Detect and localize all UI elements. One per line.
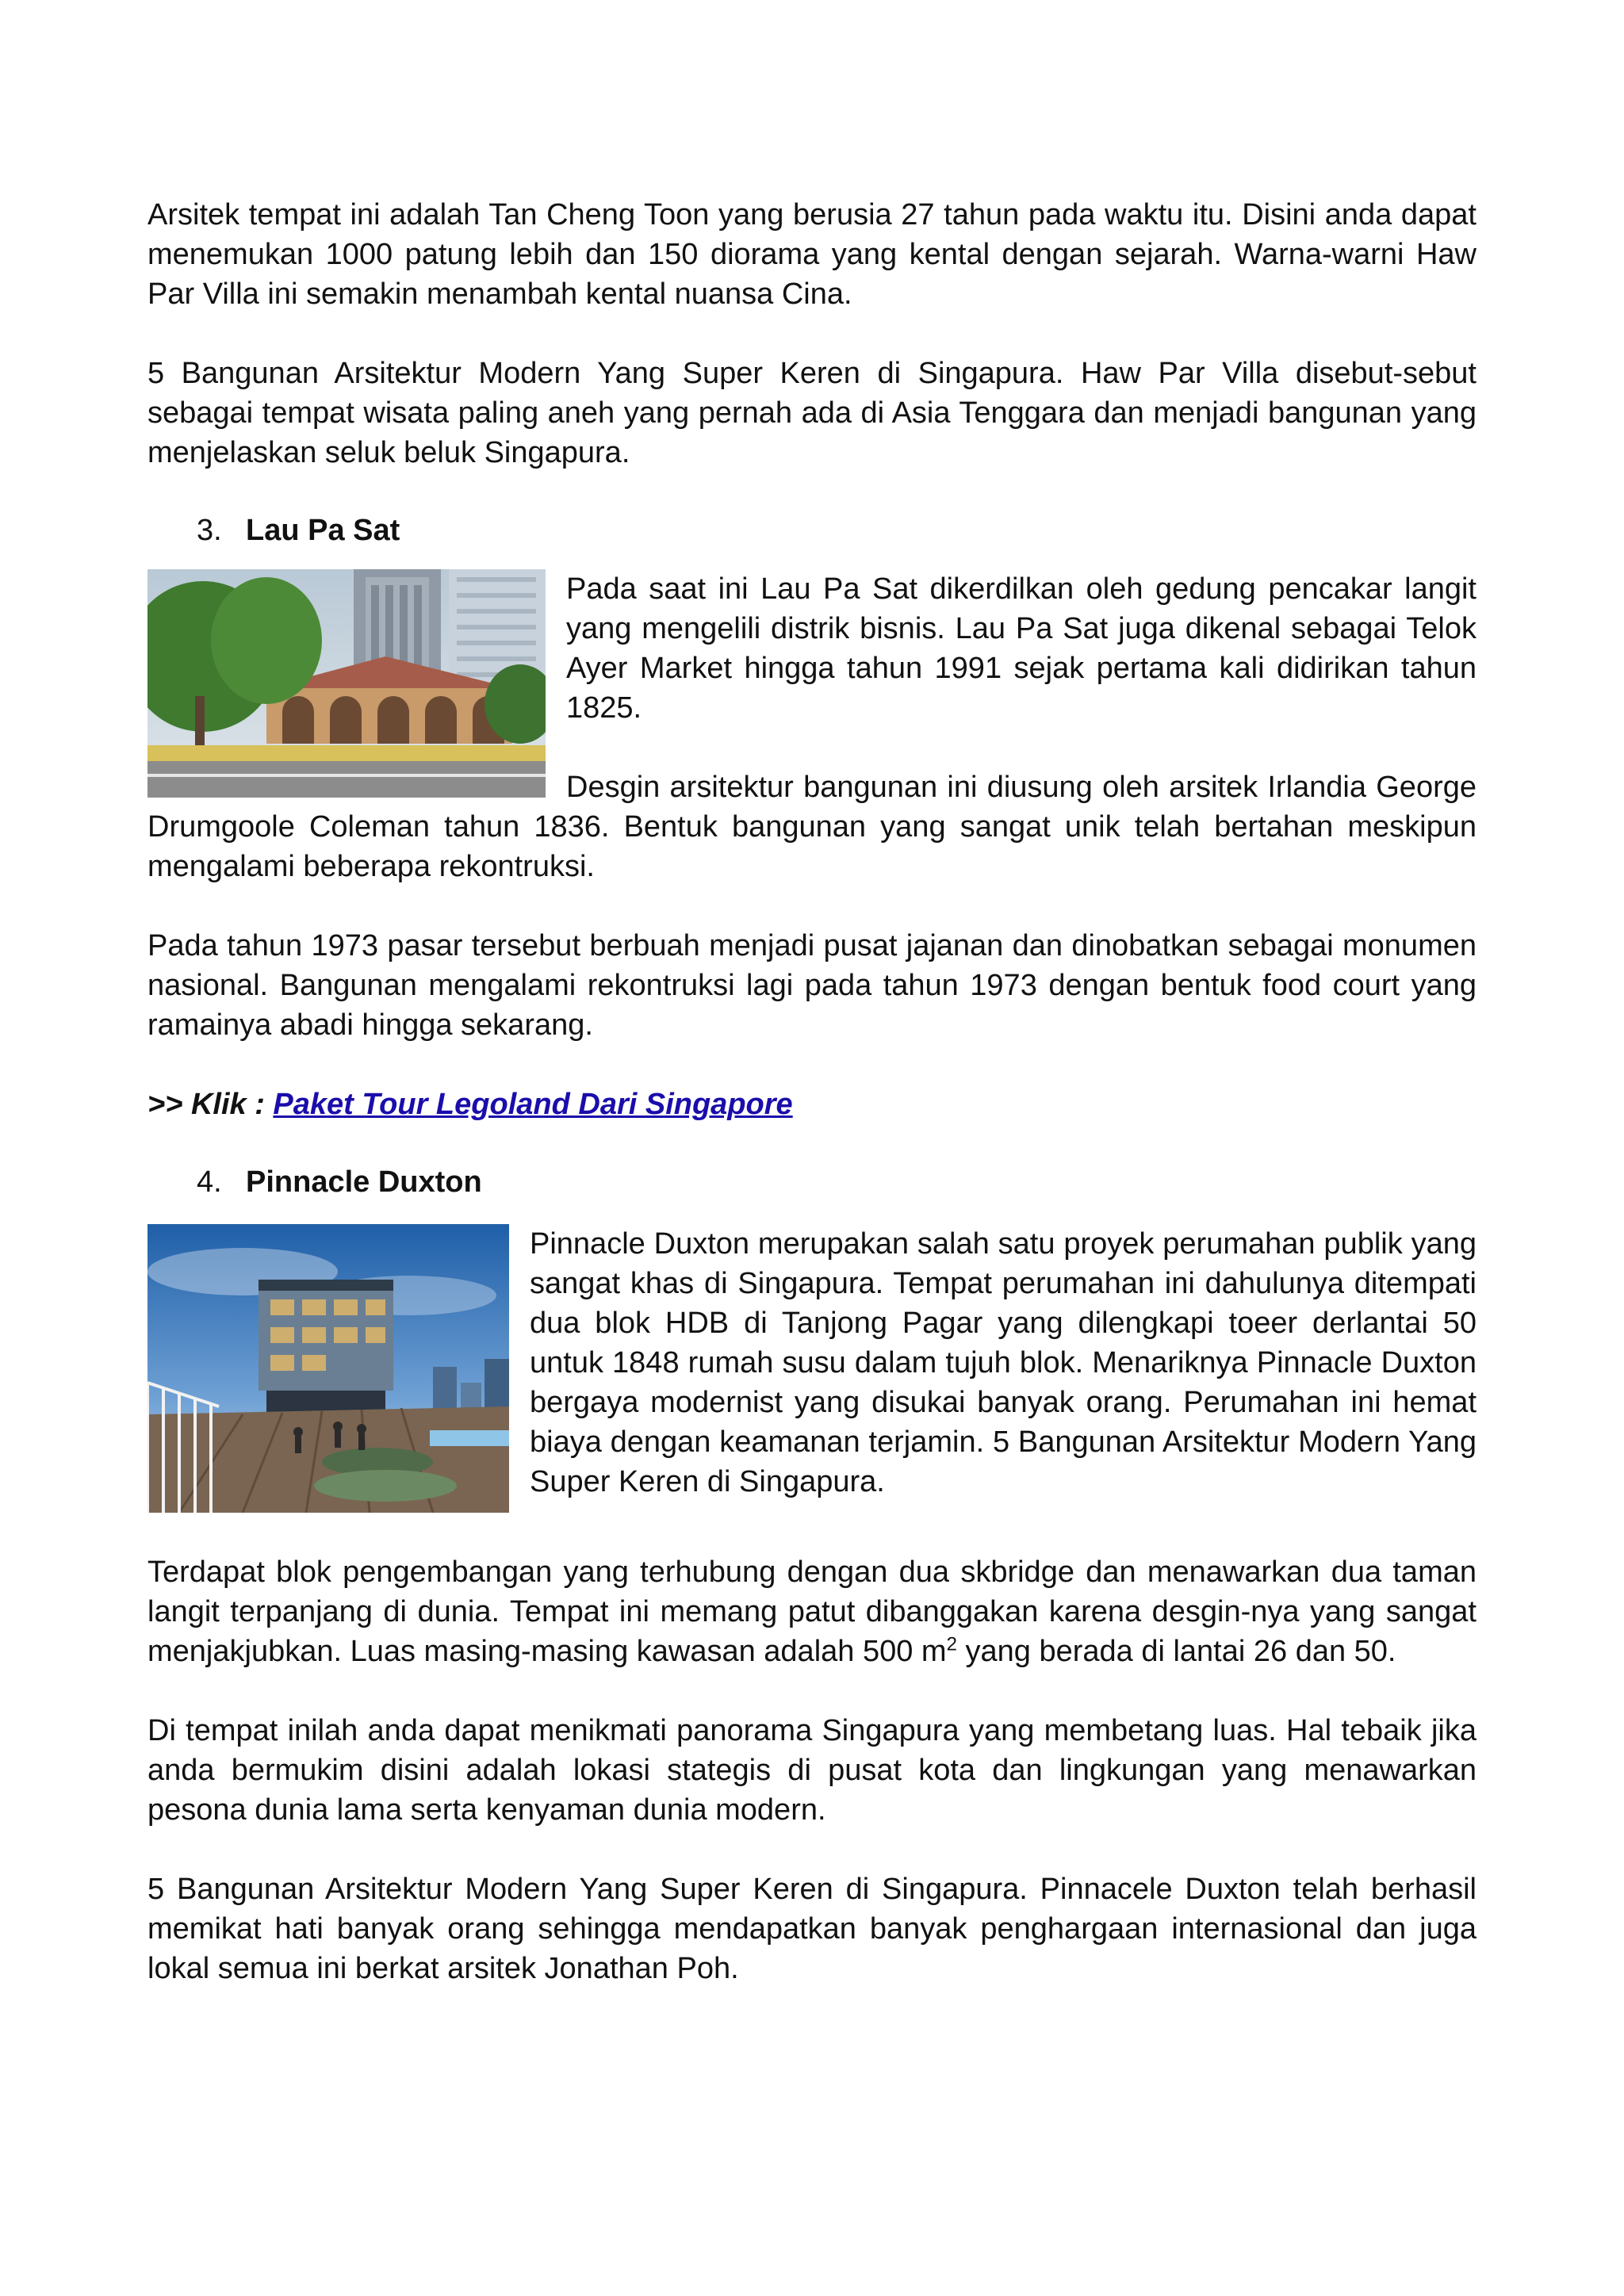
document-content [147,195,1477,1988]
paragraph-pinnacle-duxton-intro: Pinnacle Duxton merupakan salah satu proyek perumahan publik yang sangat khas di Singapura. Tempat perumahan ini dahulunya ditempati dua blok HDB di Tanjong Pagar yang dilengkapi toeer derlantai 50 untuk 1848 rumah susu dalam tujuh blok. Menariknya Pinnacle Duxton bergaya modernist yang disukai banyak orang. Perumahan ini hemat biaya dengan keamanan terjamin. 5 Bangunan Arsitektur Modern Yang Super Keren di Singapura. [530,1227,1477,1498]
squared-superscript: 2 [946,1633,957,1655]
section-heading-lau-pa-sat [147,511,1477,550]
paragraph-architect-tan-cheng-toon: Arsitek tempat ini adalah Tan Cheng Toon yang berusia 27 tahun pada waktu itu. Disini anda dapat menemukan 1000 patung lebih dan 150 diorama yang kental dengan sejarah. Warna-warni Haw Par Villa ini semakin menambah kental nuansa Cina. [147,198,1477,311]
paragraph-jonathan-poh: 5 Bangunan Arsitektur Modern Yang Super Keren di Singapura. Pinnacele Duxton telah berhasil memikat hati banyak orang sehingga mendapatkan banyak penghargaan internasional dan juga lokal semua ini berkat arsitek Jonathan Poh. [147,1873,1477,1985]
klik-link-line [147,1085,1477,1124]
klik-prefix: >> Klik : [147,1088,274,1121]
paragraph-lau-pa-sat-intro: Pada saat ini Lau Pa Sat dikerdilkan oleh gedung pencakar langit yang mengelili distrik bisnis. Lau Pa Sat juga dikenal sebagai Telok Ayer Market hingga tahun 1991 sejak pertama kali didirikan tahun 1825. [566,572,1477,725]
paragraph-lau-pa-sat-1973: Pada tahun 1973 pasar tersebut berbuah menjadi pusat jajanan dan dinobatkan sebagai monumen nasional. Bangunan mengalami rekontruksi lagi pada tahun 1973 dengan bentuk food court yang ramainya abadi hingga sekarang. [147,929,1477,1042]
paragraph-lau-pa-sat-design: Desgin arsitektur bangunan ini diusung oleh arsitek Irlandia George Drumgoole Coleman tahun 1836. Bentuk bangunan yang sangat unik telah bertahan meskipun mengalami beberapa rekontruksi. [147,771,1477,883]
lau-pa-sat-photo [147,569,546,798]
skybridge-text-start: Terdapat blok pengembangan yang terhubung dengan dua skbridge dan menawarkan dua taman langit terpanjang di dunia. Tempat ini memang patut dibanggakan karena desgin-nya yang sangat menjakjubkan. Luas masing-masing kawasan adalah 500 m [147,1556,1477,1668]
paragraph-haw-par-villa: 5 Bangunan Arsitektur Modern Yang Super Keren di Singapura. Haw Par Villa disebut-sebut sebagai tempat wisata paling aneh yang pernah ada di Asia Tenggara dan menjadi bangunan yang menjelaskan seluk beluk Singapura. [147,357,1477,469]
section-number: 3. [197,514,222,547]
paragraph-skybridge [147,1552,1477,1671]
pinnacle-duxton-photo [147,1224,509,1513]
section-title: Pinnacle Duxton [246,1165,482,1199]
section-number: 4. [197,1165,222,1199]
section-pinnacle-duxton-body [147,1224,1477,1513]
skybridge-text-end: yang berada di lantai 26 dan 50. [956,1635,1396,1668]
section-title: Lau Pa Sat [246,514,400,547]
section-lau-pa-sat-body [147,569,1477,886]
section-heading-pinnacle-duxton [147,1162,1477,1202]
paragraph-panorama: Di tempat inilah anda dapat menikmati panorama Singapura yang membetang luas. Hal tebaik jika anda bermukim disini adalah lokasi stategis di pusat kota dan lingkungan yang menawarkan pesona dunia lama serta kenyaman dunia modern. [147,1714,1477,1827]
paket-tour-legoland-link[interactable]: Paket Tour Legoland Dari Singapore [273,1088,793,1121]
